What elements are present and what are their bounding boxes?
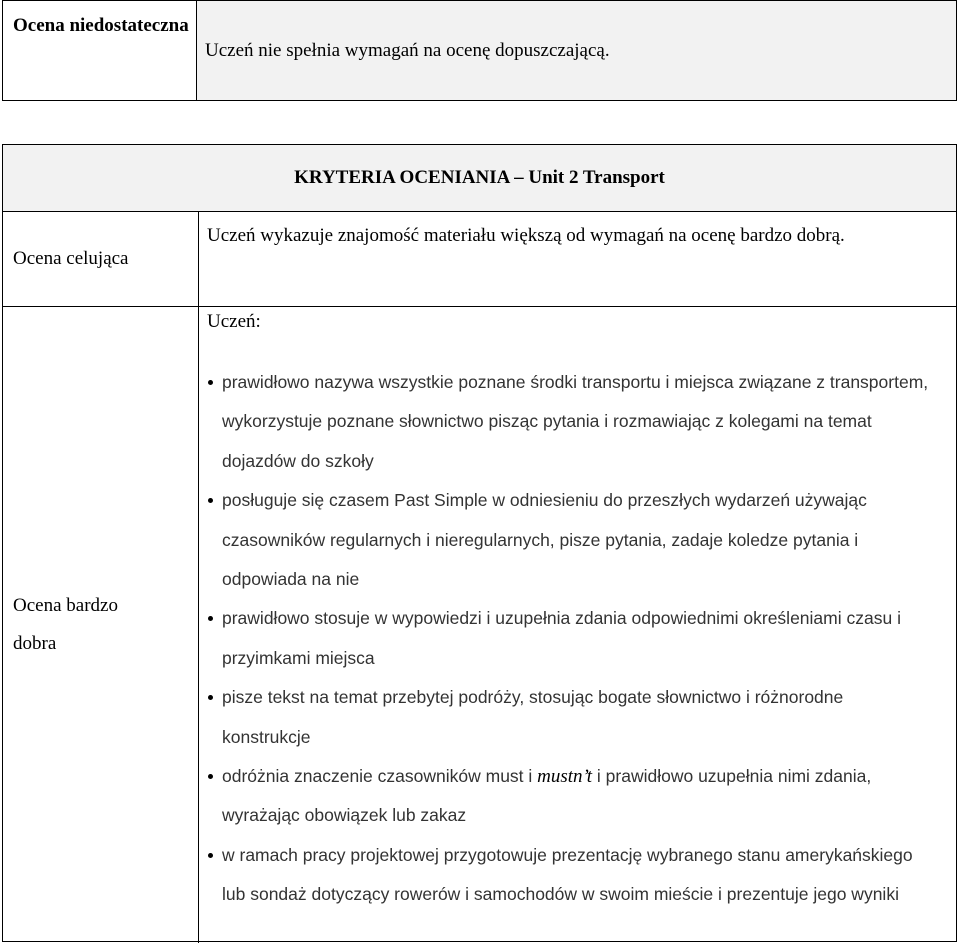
criteria-table	[2, 144, 957, 942]
list-item: odróżnia znaczenie czasowników must i mustn’t i prawidłowo uzupełnia nimi zdania, wyrażając obowiązek lub zakaz	[207, 757, 956, 836]
row-celujaca	[3, 212, 956, 307]
grade-description-celujaca: Uczeń wykazuje znajomość materiału większą od wymagań na ocenę bardzo dobrą.	[207, 225, 845, 246]
grade-label-bardzo-dobra: Ocena bardzo dobra	[3, 307, 199, 943]
list-item: posługuje się czasem Past Simple w odniesieniu do przeszłych wydarzeń używając czasowników regularnych i nieregularnych, pisze pytania, zadaje koledze pytania i odpowiada na nie	[207, 481, 956, 599]
list-item: w ramach pracy projektowej przygotowuje prezentację wybranego stanu amerykańskiego lub sondaż dotyczący rowerów i samochodów w swoim mieście i prezentuje jego wyniki	[207, 836, 956, 915]
grade-description-niedostateczna: Uczeń nie spełnia wymagań na ocenę dopuszczającą.	[197, 1, 956, 100]
criteria-intro: Uczeń:	[207, 311, 261, 332]
grade-label-celujaca: Ocena celująca	[3, 212, 199, 306]
list-item: prawidłowo nazywa wszystkie poznane środki transportu i miejsca związane z transportem, wykorzystuje poznane słownictwo pisząc pytania i rozmawiając z kolegami na temat dojazdów do szkoły	[207, 363, 956, 481]
criteria-list	[207, 363, 956, 915]
grade-label-niedostateczna: Ocena niedostateczna	[3, 1, 197, 100]
grade-description-bardzo-dobra	[199, 307, 956, 943]
criteria-table-title: KRYTERIA OCENIANIA – Unit 2 Transport	[3, 145, 956, 212]
list-item: prawidłowo stosuje w wypowiedzi i uzupełnia zdania odpowiednimi określeniami czasu i przyimkami miejsca	[207, 599, 956, 678]
list-item: pisze tekst na temat przebytej podróży, stosując bogate słownictwo i różnorodne konstrukcje	[207, 678, 956, 757]
row-bardzo-dobra	[3, 307, 956, 943]
grade-table-top	[2, 0, 957, 101]
